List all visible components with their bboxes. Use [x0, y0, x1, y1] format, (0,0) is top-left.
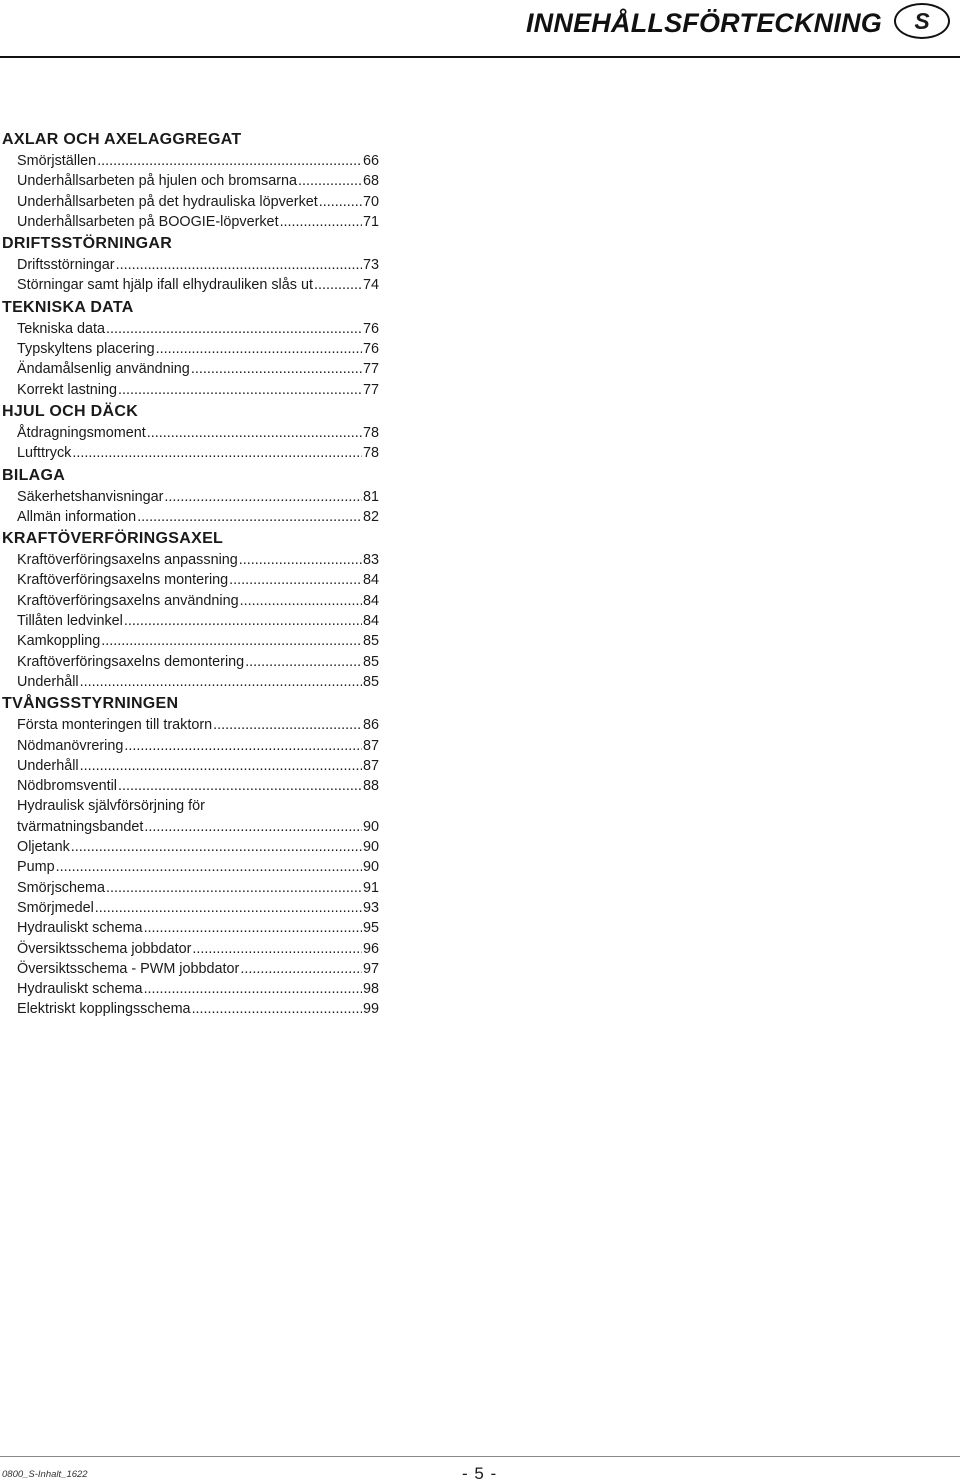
section-heading: AXLAR OCH AXELAGGREGAT	[2, 131, 242, 148]
entry-label: Ändamålsenlig användning	[17, 361, 190, 378]
entry-page-number: 90	[362, 839, 379, 856]
entry-page-number: 78	[362, 445, 379, 462]
toc-entry[interactable]	[17, 192, 379, 212]
entry-label: Säkerhetshanvisningar	[17, 488, 164, 505]
dot-leader	[118, 776, 362, 796]
entry-label: Hydrauliskt schema	[17, 920, 143, 937]
dot-leader	[240, 959, 362, 979]
entry-label: Underhållsarbeten på hjulen och bromsarna	[17, 173, 297, 190]
toc-entry[interactable]	[17, 423, 379, 443]
entry-label: Pump	[17, 859, 55, 876]
entry-page-number: 71	[362, 213, 379, 230]
entry-page-number: 95	[362, 920, 379, 937]
toc-entry[interactable]	[17, 736, 379, 756]
dot-leader	[144, 979, 362, 999]
dot-leader	[314, 275, 362, 295]
entry-label: Typskyltens placering	[17, 341, 155, 358]
toc-entry[interactable]	[17, 652, 379, 672]
entry-page-number: 84	[362, 572, 379, 589]
entry-page-number: 87	[362, 737, 379, 754]
section-heading: KRAFTÖVERFÖRINGSAXEL	[2, 530, 224, 548]
dot-leader	[97, 151, 362, 171]
dot-leader	[80, 672, 362, 692]
toc-entry[interactable]	[17, 487, 379, 507]
toc-entry[interactable]	[17, 817, 379, 837]
toc-entry[interactable]	[17, 776, 379, 796]
entry-page-number: 70	[362, 193, 379, 210]
entry-label: Kamkoppling	[17, 633, 101, 650]
section-heading: TVÅNGSSTYRNINGEN	[2, 695, 179, 713]
entry-label: Smörjmedel	[17, 899, 94, 916]
document-code: 0800_S-Inhalt_1622	[2, 1469, 88, 1480]
dot-leader	[245, 652, 362, 672]
entry-label: Nödmanövrering	[17, 737, 124, 754]
toc-entry[interactable]	[17, 672, 379, 692]
dot-leader	[80, 756, 362, 776]
entry-page-number: 87	[362, 757, 379, 774]
section-heading: DRIFTSSTÖRNINGAR	[2, 235, 173, 253]
dot-leader	[298, 171, 362, 191]
dot-leader	[164, 487, 362, 507]
entry-label: Störningar samt hjälp ifall elhydrauliken slås ut	[17, 277, 313, 294]
toc-entry[interactable]	[17, 898, 379, 918]
toc-entry[interactable]	[17, 999, 379, 1019]
page-number: - 5 -	[462, 1464, 498, 1483]
entry-label: Översiktsschema - PWM jobbdator	[17, 960, 240, 977]
entry-page-number: 68	[362, 173, 379, 190]
entry-page-number: 66	[362, 153, 379, 169]
dot-leader	[124, 611, 362, 631]
entry-page-number: 84	[362, 613, 379, 630]
entry-label: Smörjschema	[17, 879, 105, 896]
toc-entry[interactable]	[17, 918, 379, 938]
dot-leader	[213, 715, 362, 735]
dot-leader	[319, 192, 362, 212]
dot-leader	[240, 591, 362, 611]
dot-leader	[56, 857, 362, 877]
entry-page-number: 90	[362, 818, 379, 835]
toc-section	[0, 128, 400, 232]
entry-label: Hydraulisk självförsörjning för	[17, 798, 205, 815]
toc-section	[0, 692, 400, 1019]
dot-leader	[144, 918, 362, 938]
entry-page-number: 88	[362, 778, 379, 795]
entry-label: Korrekt lastning	[17, 381, 117, 398]
entry-label: Kraftöverföringsaxelns användning	[17, 592, 239, 609]
toc-entry[interactable]	[17, 550, 379, 570]
entry-page-number: 78	[362, 424, 379, 441]
dot-leader	[72, 443, 362, 463]
entry-label: Nödbromsventil	[17, 778, 117, 795]
dot-leader	[192, 999, 362, 1019]
section-heading: TEKNISKA DATA	[2, 298, 134, 316]
dot-leader	[116, 255, 362, 275]
entry-page-number: 99	[362, 1001, 379, 1018]
entry-label: tvärmatningsbandet	[17, 818, 144, 835]
entry-label: Lufttryck	[17, 445, 72, 462]
entry-page-number: 81	[362, 488, 379, 505]
entry-page-number: 85	[362, 673, 379, 690]
toc-section	[0, 400, 400, 464]
table-of-contents	[0, 128, 400, 1020]
toc-entry[interactable]	[17, 171, 379, 191]
toc-section	[0, 527, 400, 692]
entry-page-number: 86	[362, 717, 379, 734]
dot-leader	[280, 212, 362, 232]
entry-page-number: 85	[362, 633, 379, 650]
dot-leader	[118, 380, 362, 400]
toc-entry[interactable]	[17, 570, 379, 590]
toc-entry[interactable]	[17, 255, 379, 275]
header-rule	[0, 56, 960, 58]
section-heading: BILAGA	[2, 466, 66, 484]
entry-page-number: 77	[362, 361, 379, 378]
toc-entry[interactable]	[17, 715, 379, 735]
toc-entry[interactable]	[17, 380, 379, 400]
toc-entry[interactable]	[17, 339, 379, 359]
toc-section	[0, 464, 400, 528]
entry-page-number: 97	[362, 960, 379, 977]
toc-entry[interactable]	[17, 151, 379, 171]
entry-label: Underhållsarbeten på det hydrauliska löpverket	[17, 193, 318, 210]
entry-label: Oljetank	[17, 839, 70, 856]
entry-page-number: 73	[362, 257, 379, 274]
entry-page-number: 85	[362, 653, 379, 670]
toc-entry[interactable]	[17, 507, 379, 527]
entry-page-number: 93	[362, 899, 379, 916]
toc-entry[interactable]	[17, 319, 379, 339]
dot-leader	[229, 570, 362, 590]
entry-label: Elektriskt kopplingsschema	[17, 1001, 191, 1018]
toc-entry[interactable]	[17, 212, 379, 232]
entry-label: Åtdragningsmoment	[17, 424, 146, 441]
toc-entry[interactable]	[17, 979, 379, 999]
entry-page-number: 74	[362, 277, 379, 294]
entry-label: Allmän information	[17, 508, 137, 525]
toc-entry[interactable]	[17, 591, 379, 611]
dot-leader	[101, 631, 362, 651]
entry-label: Underhåll	[17, 757, 79, 774]
entry-label: Kraftöverföringsaxelns demontering	[17, 653, 245, 670]
entry-label: Hydrauliskt schema	[17, 981, 143, 998]
entry-label: Smörjställen	[17, 153, 97, 169]
toc-entry[interactable]	[17, 756, 379, 776]
dot-leader	[106, 878, 362, 898]
entry-label: Första monteringen till traktorn	[17, 717, 213, 734]
toc-entry[interactable]	[17, 857, 379, 877]
toc-entry[interactable]	[17, 796, 379, 816]
dot-leader	[106, 319, 362, 339]
entry-label: Tillåten ledvinkel	[17, 613, 123, 630]
entry-page-number: 77	[362, 381, 379, 398]
dot-leader	[124, 736, 362, 756]
toc-entry[interactable]	[17, 443, 379, 463]
footer-rule	[0, 1456, 960, 1457]
language-badge: S	[894, 3, 950, 39]
dot-leader	[95, 898, 362, 918]
dot-leader	[137, 507, 362, 527]
entry-label: Driftsstörningar	[17, 257, 115, 274]
entry-page-number: 76	[362, 320, 379, 337]
entry-page-number: 96	[362, 940, 379, 957]
toc-entry[interactable]	[17, 878, 379, 898]
entry-label: Underhåll	[17, 673, 79, 690]
toc-section	[0, 296, 400, 400]
page-title: INNEHÅLLSFÖRTECKNING	[525, 8, 882, 38]
entry-page-number: 84	[362, 592, 379, 609]
dot-leader	[191, 359, 362, 379]
dot-leader	[71, 837, 362, 857]
entry-page-number: 76	[362, 341, 379, 358]
entry-label: Tekniska data	[17, 320, 105, 337]
entry-page-number: 90	[362, 859, 379, 876]
entry-label: Underhållsarbeten på BOOGIE-löpverket	[17, 213, 279, 230]
dot-leader	[144, 817, 362, 837]
entry-page-number: 82	[362, 508, 379, 525]
toc-entry[interactable]	[17, 959, 379, 979]
entry-page-number: 91	[362, 879, 379, 896]
dot-leader	[192, 939, 362, 959]
dot-leader	[147, 423, 362, 443]
entry-label: Översiktsschema jobbdator	[17, 940, 192, 957]
entry-page-number: 98	[362, 981, 379, 998]
toc-section	[0, 232, 400, 296]
dot-leader	[156, 339, 362, 359]
toc-entry[interactable]	[17, 837, 379, 857]
toc-entry[interactable]	[17, 611, 379, 631]
entry-page-number: 83	[362, 552, 379, 569]
dot-leader	[239, 550, 362, 570]
toc-entry[interactable]	[17, 631, 379, 651]
entry-label: Kraftöverföringsaxelns montering	[17, 572, 229, 589]
toc-entry[interactable]	[17, 939, 379, 959]
section-heading: HJUL OCH DÄCK	[2, 402, 139, 420]
toc-entry[interactable]	[17, 275, 379, 295]
toc-entry[interactable]	[17, 359, 379, 379]
entry-label: Kraftöverföringsaxelns anpassning	[17, 552, 238, 569]
